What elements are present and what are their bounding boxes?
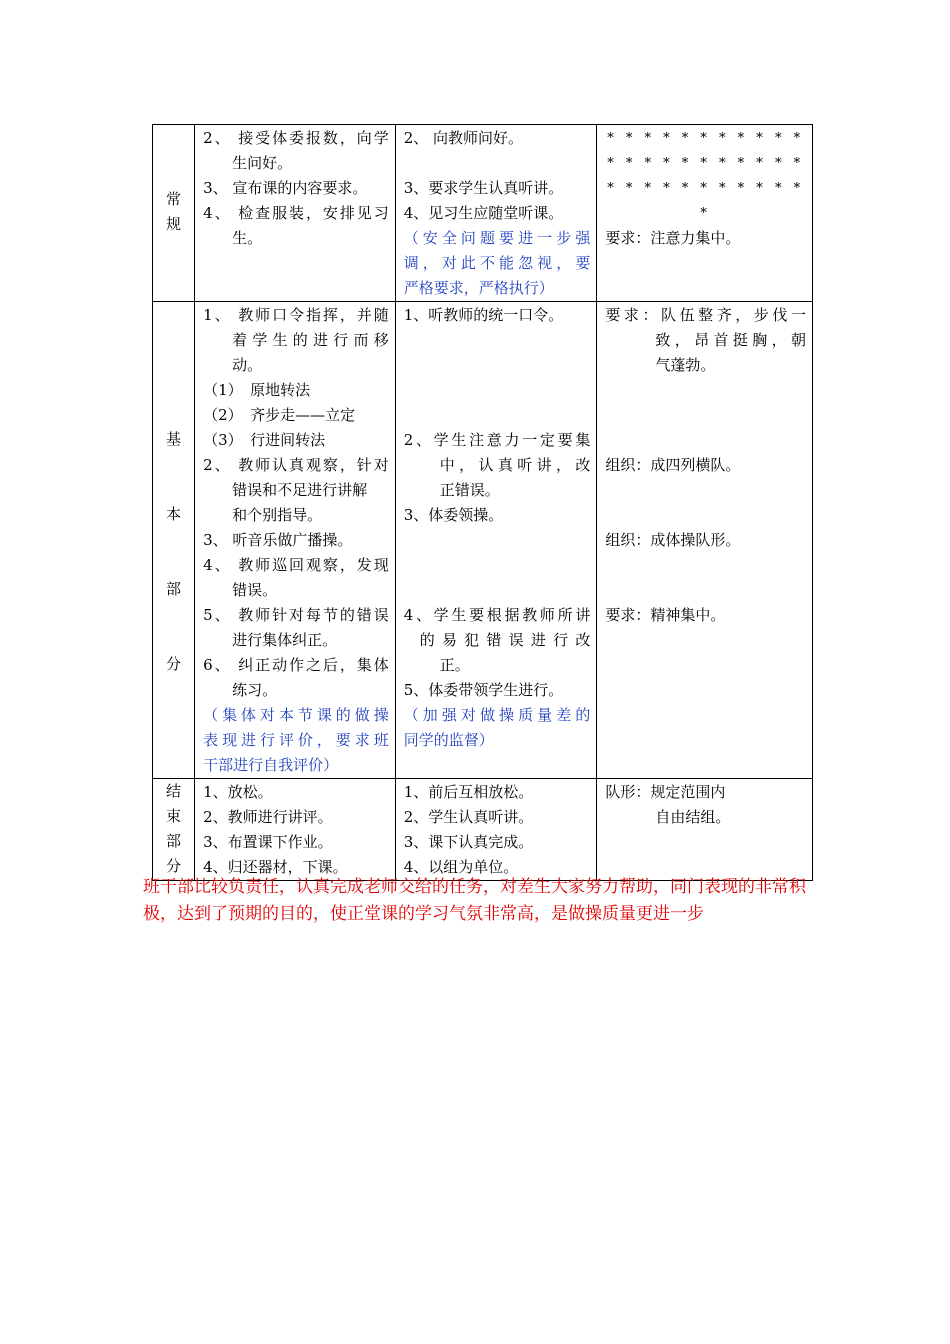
text-line: 动。	[232, 356, 263, 374]
text-line: （集体对本节课的做操	[203, 706, 389, 724]
section-end	[153, 779, 195, 881]
text-line: 气蓬勃。	[655, 356, 716, 374]
text-line: 3、要求学生认真听讲。	[403, 179, 564, 197]
section-char: 部	[166, 832, 182, 850]
text-line: 干部进行自我评价）	[203, 756, 339, 774]
text-line: 练习。	[232, 681, 278, 699]
section-char: 结	[166, 782, 182, 800]
student-activities	[395, 779, 597, 881]
text-line: 进行集体纠正。	[232, 631, 338, 649]
text-line: 6、 纠正动作之后，集体	[203, 656, 389, 674]
text-line: （1） 原地转法	[203, 381, 311, 399]
section-char: 基	[166, 430, 182, 448]
text-line: 组织：成四列横队。	[605, 456, 741, 474]
section-label: 常规	[166, 190, 182, 233]
section-char: 分	[166, 857, 182, 875]
text-line: 4、 教师巡回观察，发现	[203, 556, 389, 574]
row-end	[153, 779, 813, 881]
text-line: 3、 宣布课的内容要求。	[203, 179, 368, 197]
text-line: 组织：成体操队形。	[605, 531, 741, 549]
organization	[597, 125, 813, 302]
section-char: 本	[166, 505, 182, 523]
text-line: 要求：队伍整齐，步伐一	[605, 306, 806, 324]
text-line: 1、放松。	[203, 783, 273, 801]
text-line: 5、体委带领学生进行。	[403, 681, 564, 699]
text-line: 要求：注意力集中。	[605, 229, 741, 247]
formation-stars: * * * * * * * * * * *	[607, 156, 805, 171]
section-char: 部	[166, 580, 182, 598]
teacher-activities	[195, 125, 396, 302]
text-line: 错误。	[232, 581, 278, 599]
organization	[597, 779, 813, 881]
text-line: （3） 行进间转法	[203, 431, 326, 449]
text-line: 自由结组。	[655, 808, 731, 826]
text-line: 4、归还器材，下课。	[203, 858, 348, 876]
text-line: 调，对此不能忽视，要	[403, 254, 591, 272]
text-line: 4、以组为单位。	[403, 858, 519, 876]
text-line: 2、学生认真听讲。	[403, 808, 534, 826]
text-line: 严格要求，严格执行）	[403, 279, 554, 297]
student-activities	[395, 302, 597, 779]
text-line: 5、 教师针对每节的错误	[203, 606, 389, 624]
formation-stars: * * * * * * * * * * *	[607, 181, 805, 196]
teacher-activities	[195, 302, 396, 779]
text-line: 队形：规定范围内	[605, 783, 726, 801]
row-basic	[153, 302, 813, 779]
text-line: 生问好。	[232, 154, 293, 172]
text-line: 错误和不足进行讲解	[232, 481, 368, 499]
text-line: 中，认真听讲，改	[439, 456, 591, 474]
text-line: 着学生的进行而移	[232, 331, 389, 349]
text-line: 4、学生要根据教师所讲	[403, 606, 591, 624]
text-line: 1、 教师口令指挥，并随	[203, 306, 389, 324]
lesson-plan-table	[152, 124, 813, 881]
text-line: 4、见习生应随堂听课。	[403, 204, 564, 222]
text-line: 要求：精神集中。	[605, 606, 726, 624]
text-line: 1、听教师的统一口令。	[403, 306, 564, 324]
text-line: 表现进行评价，要求班	[203, 731, 389, 749]
text-line: 同学的监督）	[403, 731, 494, 749]
text-line: 3、 听音乐做广播操。	[203, 531, 353, 549]
text-line: （加强对做操质量差的	[403, 706, 591, 724]
organization	[597, 302, 813, 779]
text-line: 的易犯错误进行改	[419, 631, 591, 649]
text-line: 正。	[439, 656, 470, 674]
text-line: 致，昂首挺胸，朝	[655, 331, 806, 349]
text-line: 2、 教师认真观察，针对	[203, 456, 389, 474]
text-line: 1、前后互相放松。	[403, 783, 534, 801]
text-line: 2、 接受体委报数，向学	[203, 129, 389, 147]
teacher-activities	[195, 779, 396, 881]
text-line: （2） 齐步走——立定	[203, 406, 356, 424]
formation-stars: *	[700, 206, 711, 221]
student-activities	[395, 125, 597, 302]
section-basic	[153, 302, 195, 779]
text-line: （安全问题要进一步强	[403, 229, 591, 247]
text-line: 3、布置课下作业。	[203, 833, 333, 851]
text-line: 2、学生注意力一定要集	[403, 431, 591, 449]
formation-stars: * * * * * * * * * * *	[607, 131, 805, 146]
reflection-note: 班干部比较负责任，认真完成老师交给的任务，对差生大家努力帮助，同门表现的非常积极，达到了预期的目的，使正堂课的学习气氛非常高，是做操质量更进一步	[143, 877, 806, 924]
row-routine	[153, 125, 813, 302]
text-line: 生。	[232, 229, 263, 247]
section-routine	[153, 125, 195, 302]
text-line: 正错误。	[439, 481, 500, 499]
section-char: 分	[166, 655, 182, 673]
text-line: 和个别指导。	[232, 506, 323, 524]
text-line: 4、 检查服装，安排见习	[203, 204, 389, 222]
text-line: 3、课下认真完成。	[403, 833, 534, 851]
section-char: 束	[166, 807, 182, 825]
text-line: 3、体委领操。	[403, 506, 504, 524]
text-line: 2、 向教师问好。	[403, 129, 524, 147]
text-line: 2、教师进行讲评。	[203, 808, 333, 826]
